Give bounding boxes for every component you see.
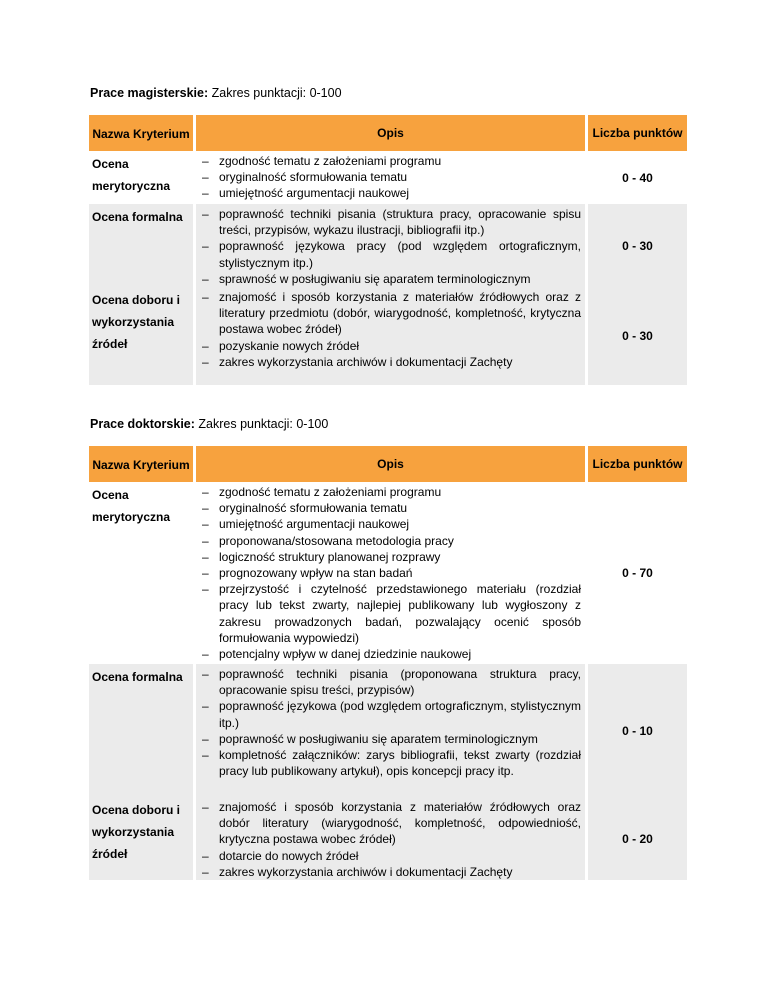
list-item: – oryginalność sformułowania tematu bbox=[200, 500, 581, 516]
header-desc: Opis bbox=[196, 115, 585, 151]
criterion-description bbox=[196, 151, 585, 204]
section2-heading bbox=[90, 417, 328, 431]
criterion-description bbox=[196, 482, 585, 664]
criterion-points: 0 - 10 bbox=[588, 664, 687, 797]
list-item: – kompletność załączników: zarys bibliografii, tekst zwarty (rozdział pracy lub publikowany artykuł), opis koncepcji pracy itp. bbox=[200, 747, 581, 779]
criterion-description bbox=[196, 287, 585, 385]
header-name: Nazwa Kryterium bbox=[89, 446, 193, 482]
list-item: – logiczność struktury planowanej rozprawy bbox=[200, 549, 581, 565]
criterion-description bbox=[196, 204, 585, 287]
list-item: – prognozowany wpływ na stan badań bbox=[200, 565, 581, 581]
criterion-description bbox=[196, 797, 585, 880]
criterion-description bbox=[196, 664, 585, 797]
header-name: Nazwa Kryterium bbox=[89, 115, 193, 151]
criterion-name: Ocena merytoryczna bbox=[89, 482, 193, 664]
list-item: – pozyskanie nowych źródeł bbox=[200, 338, 581, 354]
list-item: – zgodność tematu z założeniami programu bbox=[200, 484, 581, 500]
list-item: – zgodność tematu z założeniami programu bbox=[200, 153, 581, 169]
criterion-name: Ocena doboru i wykorzystania źródeł bbox=[89, 797, 193, 880]
criterion-points: 0 - 70 bbox=[588, 482, 687, 664]
list-item: – poprawność techniki pisania (struktura pracy, opracowanie spisu treści, przypisów, wykazu ilustracji, bibliografii itp.) bbox=[200, 206, 581, 238]
list-item: – zakres wykorzystania archiwów i dokumentacji Zachęty bbox=[200, 864, 581, 880]
header-points: Liczba punktów bbox=[588, 115, 687, 151]
header-points: Liczba punktów bbox=[588, 446, 687, 482]
criterion-name: Ocena merytoryczna bbox=[89, 151, 193, 204]
criterion-name: Ocena formalna bbox=[89, 664, 193, 797]
list-item: – potencjalny wpływ w danej dziedzinie naukowej bbox=[200, 646, 581, 662]
section1-heading-bold: Prace magisterskie: bbox=[90, 86, 209, 100]
criterion-points: 0 - 30 bbox=[588, 287, 687, 385]
section1-heading-rest: Zakres punktacji: 0-100 bbox=[208, 86, 342, 100]
criterion-points: 0 - 40 bbox=[588, 151, 687, 204]
section2-heading-rest: Zakres punktacji: 0-100 bbox=[194, 417, 329, 431]
list-item: – oryginalność sformułowania tematu bbox=[200, 169, 581, 185]
table-row bbox=[89, 151, 687, 204]
list-item: – znajomość i sposób korzystania z materiałów źródłowych oraz dobór literatury (wiarygodność, kompletność, odpowiedniość, krytyczna postawa wobec źródeł) bbox=[200, 799, 581, 848]
list-item: – znajomość i sposób korzystania z materiałów źródłowych oraz z literatury przedmiotu (dobór, wiarygodność, kompletność, krytyczna postawa wobec źródeł) bbox=[200, 289, 581, 338]
table-row bbox=[89, 482, 687, 664]
criterion-points: 0 - 30 bbox=[588, 204, 687, 287]
table-row bbox=[89, 204, 687, 287]
section2-table bbox=[86, 446, 690, 880]
section1-table bbox=[86, 115, 690, 385]
criterion-points: 0 - 20 bbox=[588, 797, 687, 880]
section2-heading-bold: Prace doktorskie: bbox=[90, 417, 195, 431]
list-item: – przejrzystość i czytelność przedstawionego materiału (rozdział pracy lub tekst zwarty, najlepiej publikowany lub wygłoszony z zakresu prowadzonych badań, pozwalający ocenić sposób formułowania wypowiedzi) bbox=[200, 581, 581, 646]
criterion-name: Ocena doboru i wykorzystania źródeł bbox=[89, 287, 193, 385]
list-item: – proponowana/stosowana metodologia pracy bbox=[200, 533, 581, 549]
section1-heading bbox=[90, 86, 342, 100]
table-row bbox=[89, 664, 687, 797]
list-item: – poprawność językowa pracy (pod względem ortograficznym, stylistycznym itp.) bbox=[200, 238, 581, 270]
list-item: – poprawność językowa (pod względem ortograficznym, stylistycznym itp.) bbox=[200, 698, 581, 730]
list-item: – umiejętność argumentacji naukowej bbox=[200, 516, 581, 532]
list-item: – dotarcie do nowych źródeł bbox=[200, 848, 581, 864]
list-item: – sprawność w posługiwaniu się aparatem terminologicznym bbox=[200, 271, 581, 287]
list-item: – poprawność w posługiwaniu się aparatem terminologicznym bbox=[200, 731, 581, 747]
table-row bbox=[89, 287, 687, 385]
list-item: – zakres wykorzystania archiwów i dokumentacji Zachęty bbox=[200, 354, 581, 370]
criterion-name: Ocena formalna bbox=[89, 204, 193, 287]
list-item: – umiejętność argumentacji naukowej bbox=[200, 185, 581, 201]
table-row bbox=[89, 797, 687, 880]
header-desc: Opis bbox=[196, 446, 585, 482]
list-item: – poprawność techniki pisania (proponowana struktura pracy, opracowanie spisu treści, przypisów) bbox=[200, 666, 581, 698]
